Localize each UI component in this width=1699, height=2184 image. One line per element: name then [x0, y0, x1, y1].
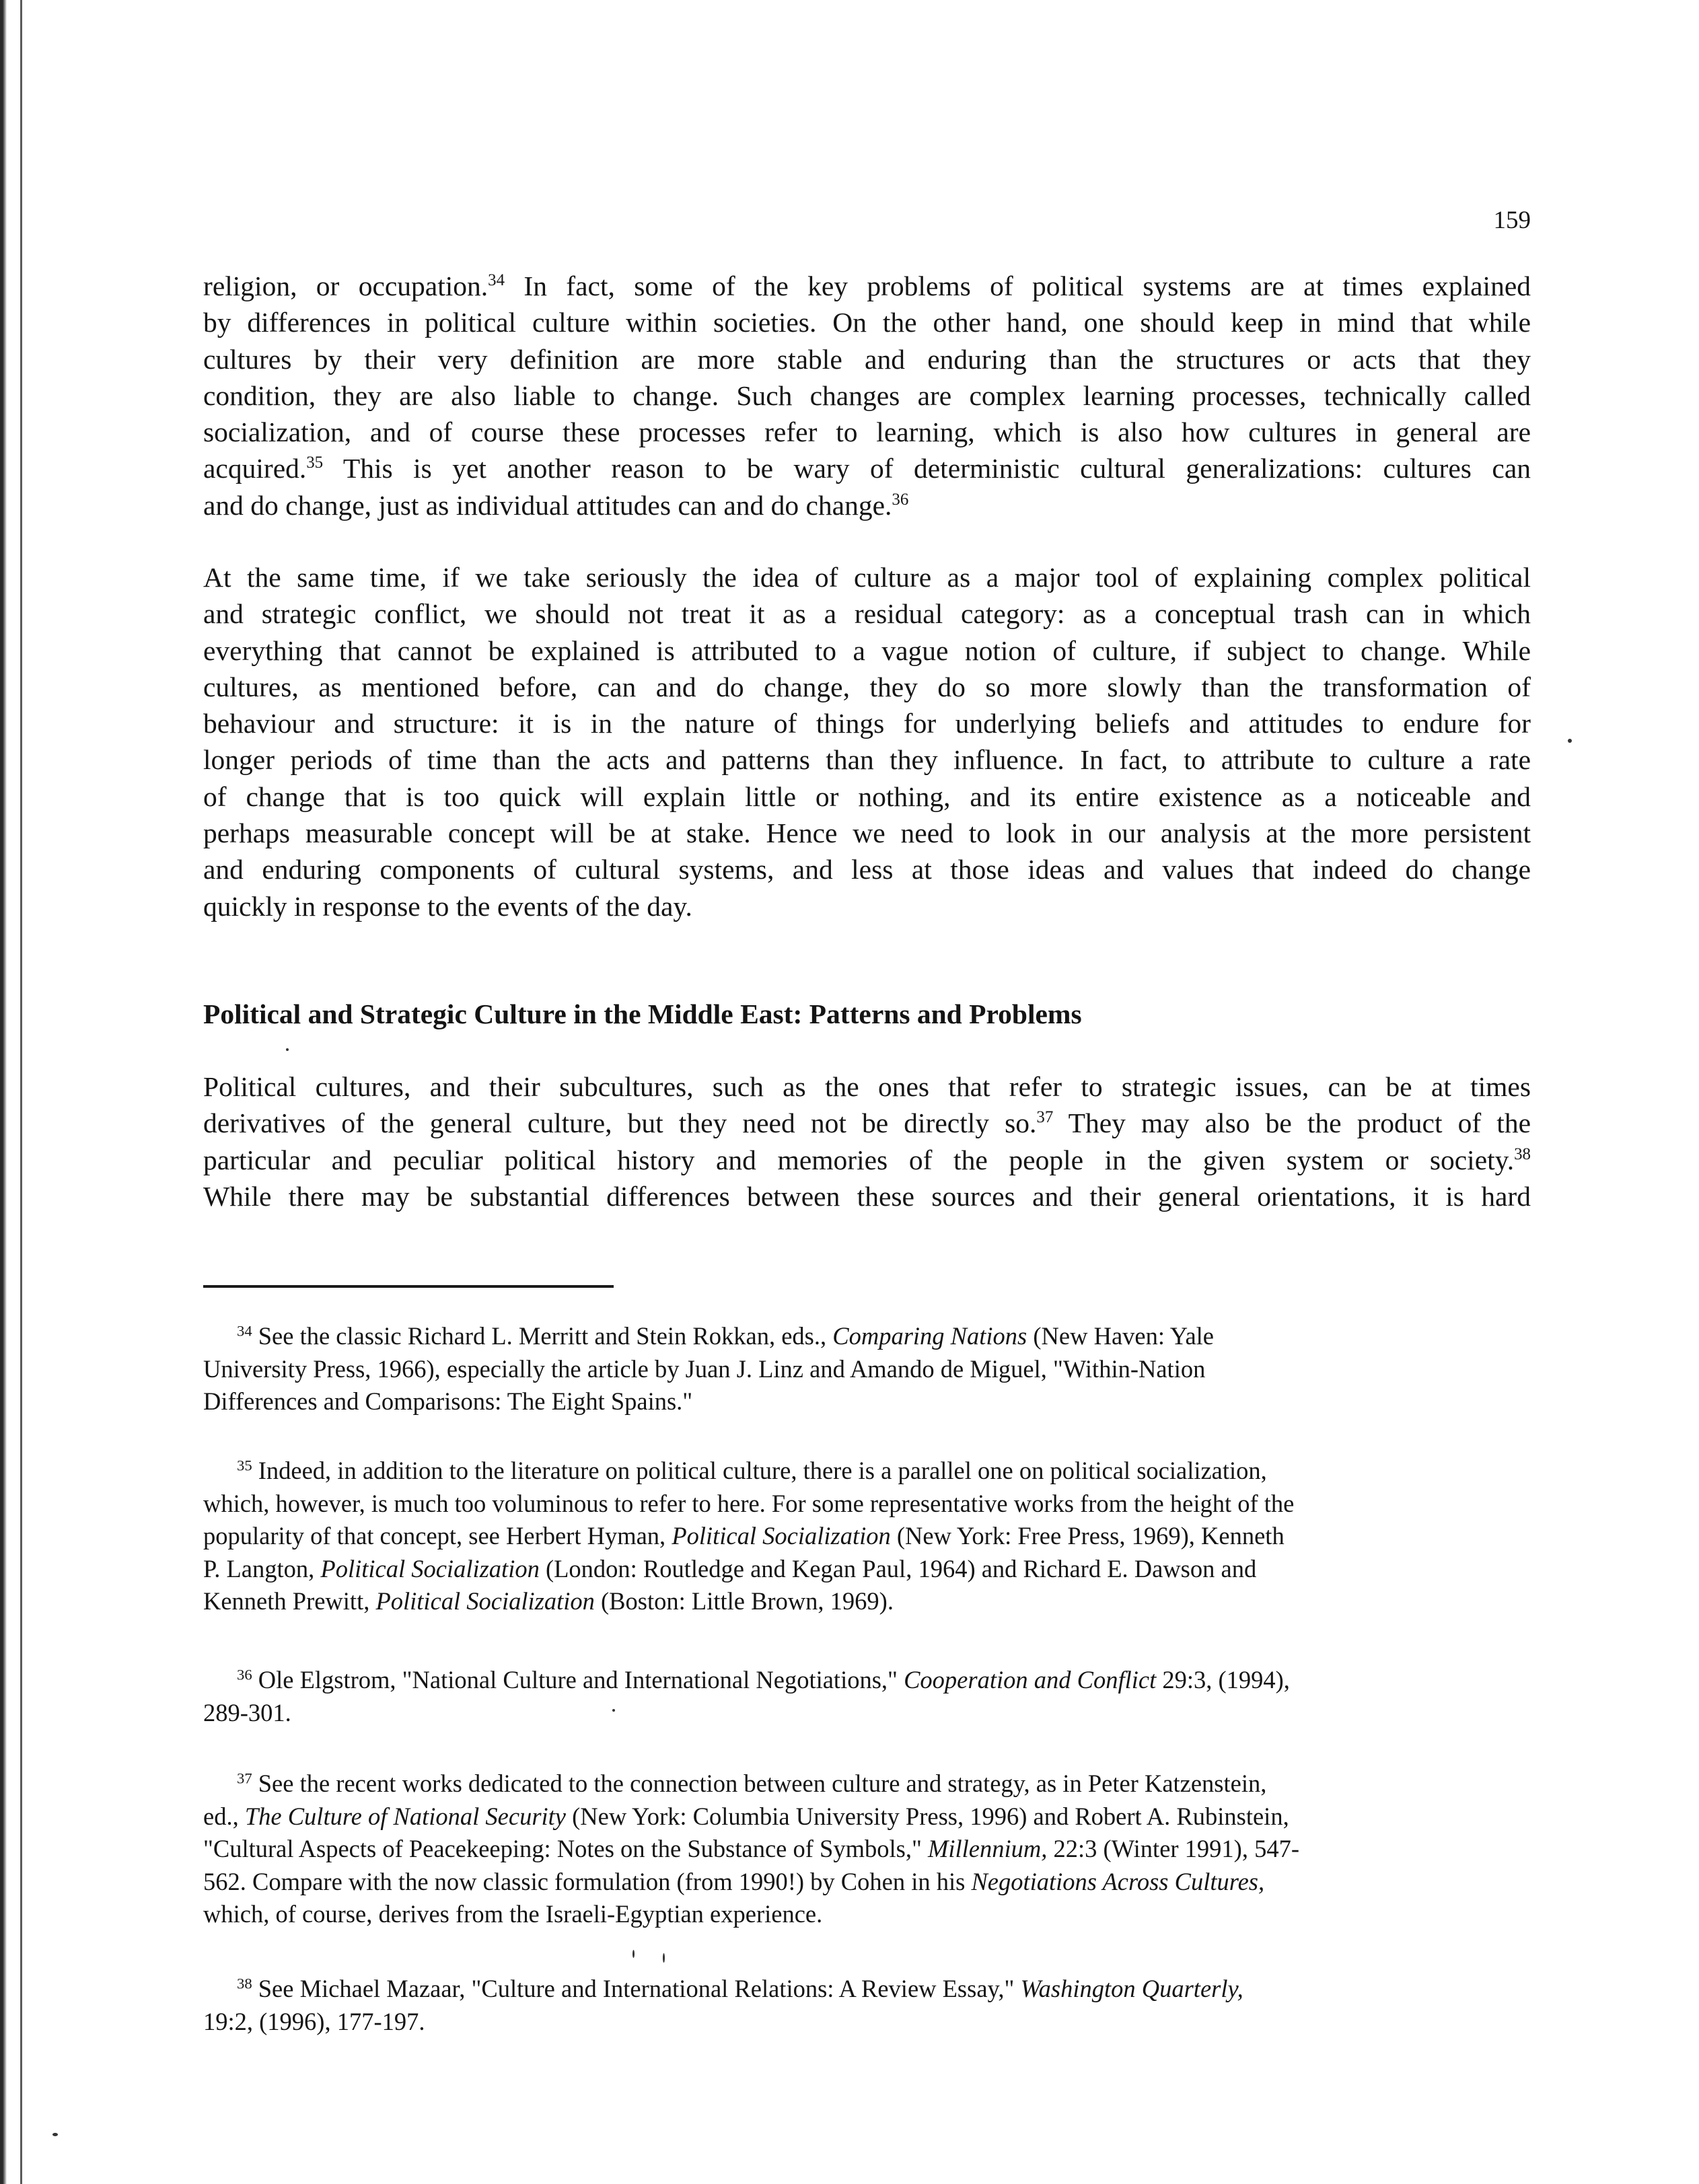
- scan-speck: [663, 1953, 665, 1963]
- scan-speck: [286, 1048, 289, 1051]
- text-line: behaviour and structure: it is in the nature of things for underlying beliefs and attitudes to endure for: [203, 708, 1531, 739]
- text-line: perhaps measurable concept will be at stake. Hence we need to look in our analysis at the more persistent: [203, 817, 1531, 849]
- text-line: quickly in response to the events of the day.: [203, 890, 692, 922]
- footnote-line: which, however, is much too voluminous to refer to here. For some representative works from the height of the: [203, 1489, 1295, 1517]
- footnote-mark: 36: [237, 1666, 252, 1683]
- scan-speck: [632, 1950, 635, 1958]
- footnote-ref-38[interactable]: 38: [1514, 1144, 1531, 1163]
- footnote-38: [203, 1973, 1531, 2038]
- footnote-line: $^{38}$ See Michael Mazaar, "Culture and International Relations: A Review Essay," Washington Quarterly,: [237, 1975, 1243, 2002]
- footnote-mark: 37: [237, 1770, 252, 1787]
- footnote-ref-34[interactable]: 34: [488, 271, 505, 290]
- footnote-line: 289-301.: [203, 1698, 291, 1726]
- text-line: and enduring components of cultural systems, and less at those ideas and values that indeed do change: [203, 854, 1531, 885]
- page-number: 159: [1493, 207, 1531, 234]
- body-paragraph-1: [203, 268, 1531, 523]
- scan-binding-edge: [0, 0, 7, 2184]
- footnote-line: ed., The Culture of National Security (New York: Columbia University Press, 1996) and Robert A. Rubinstein,: [203, 1802, 1289, 1830]
- text-line: Political cultures, and their subcultures, such as the ones that refer to strategic issues, can be at times: [203, 1071, 1531, 1102]
- footnote-line: $^{34}$ See the classic Richard L. Merritt and Stein Rokkan, eds., Comparing Nations (New Haven: Yale: [237, 1322, 1215, 1350]
- scan-speck: [1568, 739, 1572, 743]
- scan-binding-line: [20, 0, 22, 2184]
- text-line: acquired.$^{35}$ This is yet another reason to be wary of deterministic cultural generalizations: cultures can: [203, 453, 1531, 484]
- text-line: by differences in political culture within societies. On the other hand, one should keep in mind that while: [203, 307, 1531, 338]
- text-line: socialization, and of course these processes refer to learning, which is also how cultures in general are: [203, 416, 1531, 448]
- footnote-line: 562. Compare with the now classic formulation (from 1990!) by Cohen in his Negotiations Across Cultures,: [203, 1867, 1265, 1895]
- text-line: While there may be substantial differences between these sources and their general orientations, it is hard: [203, 1180, 1531, 1212]
- footnote-mark: 38: [237, 1975, 252, 1992]
- text-line: particular and peculiar political history and memories of the people in the given system or society.$^{38}$: [203, 1144, 1531, 1175]
- footnote-line: 19:2, (1996), 177-197.: [203, 2007, 425, 2035]
- footnote-line: "Cultural Aspects of Peacekeeping: Notes on the Substance of Symbols," Millennium, 22:3 (Winter 1991), 547-: [203, 1835, 1299, 1862]
- text-line: cultures, as mentioned before, can and do change, they do so more slowly than the transformation of: [203, 671, 1531, 702]
- text-line: everything that cannot be explained is attributed to a vague notion of culture, if subject to change. While: [203, 634, 1531, 666]
- body-paragraph-2: [203, 559, 1531, 924]
- body-paragraph-3: [203, 1068, 1531, 1214]
- text-line: condition, they are also liable to change. Such changes are complex learning processes, technically called: [203, 379, 1531, 411]
- scan-speck: [52, 2133, 58, 2136]
- footnote-separator: [203, 1285, 614, 1288]
- text-line: and do change, just as individual attitudes can and do change.$^{36}$: [203, 489, 909, 521]
- footnote-35: [203, 1455, 1531, 1618]
- footnote-line: University Press, 1966), especially the article by Juan J. Linz and Amando de Miguel, "Within-Nation: [203, 1354, 1206, 1383]
- footnote-mark: 35: [237, 1457, 252, 1474]
- footnote-36: [203, 1664, 1531, 1729]
- footnote-ref-36[interactable]: 36: [892, 490, 909, 509]
- section-heading: Political and Strategic Culture in the Middle East: Patterns and Problems: [203, 998, 1082, 1029]
- text-line: At the same time, if we take seriously the idea of culture as a major tool of explaining complex political: [203, 562, 1531, 593]
- text-line: of change that is too quick will explain little or nothing, and its entire existence as a noticeable and: [203, 780, 1531, 812]
- footnote-line: P. Langton, Political Socialization (London: Routledge and Kegan Paul, 1964) and Richard E. Dawson and: [203, 1554, 1257, 1582]
- footnote-34: [203, 1320, 1531, 1418]
- footnote-line: popularity of that concept, see Herbert Hyman, Political Socialization (New York: Free Press, 1969), Kenneth: [203, 1522, 1285, 1550]
- footnote-ref-37[interactable]: 37: [1036, 1108, 1054, 1127]
- footnote-line: which, of course, derives from the Israeli-Egyptian experience.: [203, 1900, 823, 1928]
- text-line: cultures by their very definition are more stable and enduring than the structures or acts that they: [203, 343, 1531, 375]
- text-line: and strategic conflict, we should not treat it as a residual category: as a conceptual trash can in which: [203, 598, 1531, 630]
- footnote-37: [203, 1768, 1531, 1931]
- text-line: longer periods of time than the acts and patterns than they influence. In fact, to attribute to culture a rate: [203, 744, 1531, 776]
- footnote-mark: 34: [237, 1322, 252, 1340]
- footnote-line: Kenneth Prewitt, Political Socialization (Boston: Little Brown, 1969).: [203, 1587, 894, 1615]
- scan-speck: [612, 1709, 615, 1712]
- text-line: derivatives of the general culture, but they need not be directly so.$^{37}$ They may also be the product of the: [203, 1107, 1531, 1139]
- footnote-line: $^{36}$ Ole Elgstrom, "National Culture and International Negotiations," Cooperation and Conflict 29:3, (1994),: [237, 1666, 1290, 1694]
- footnote-line: $^{35}$ Indeed, in addition to the literature on political culture, there is a parallel one on political socialization,: [237, 1457, 1267, 1484]
- footnote-line: Differences and Comparisons: The Eight Spains.": [203, 1387, 693, 1415]
- footnote-line: $^{37}$ See the recent works dedicated to the connection between culture and strategy, as in Peter Katzenstein,: [237, 1770, 1267, 1797]
- text-line: religion, or occupation.$^{34}$ In fact, some of the key problems of political systems are at times explained: [203, 270, 1531, 301]
- footnote-ref-35[interactable]: 35: [306, 453, 324, 472]
